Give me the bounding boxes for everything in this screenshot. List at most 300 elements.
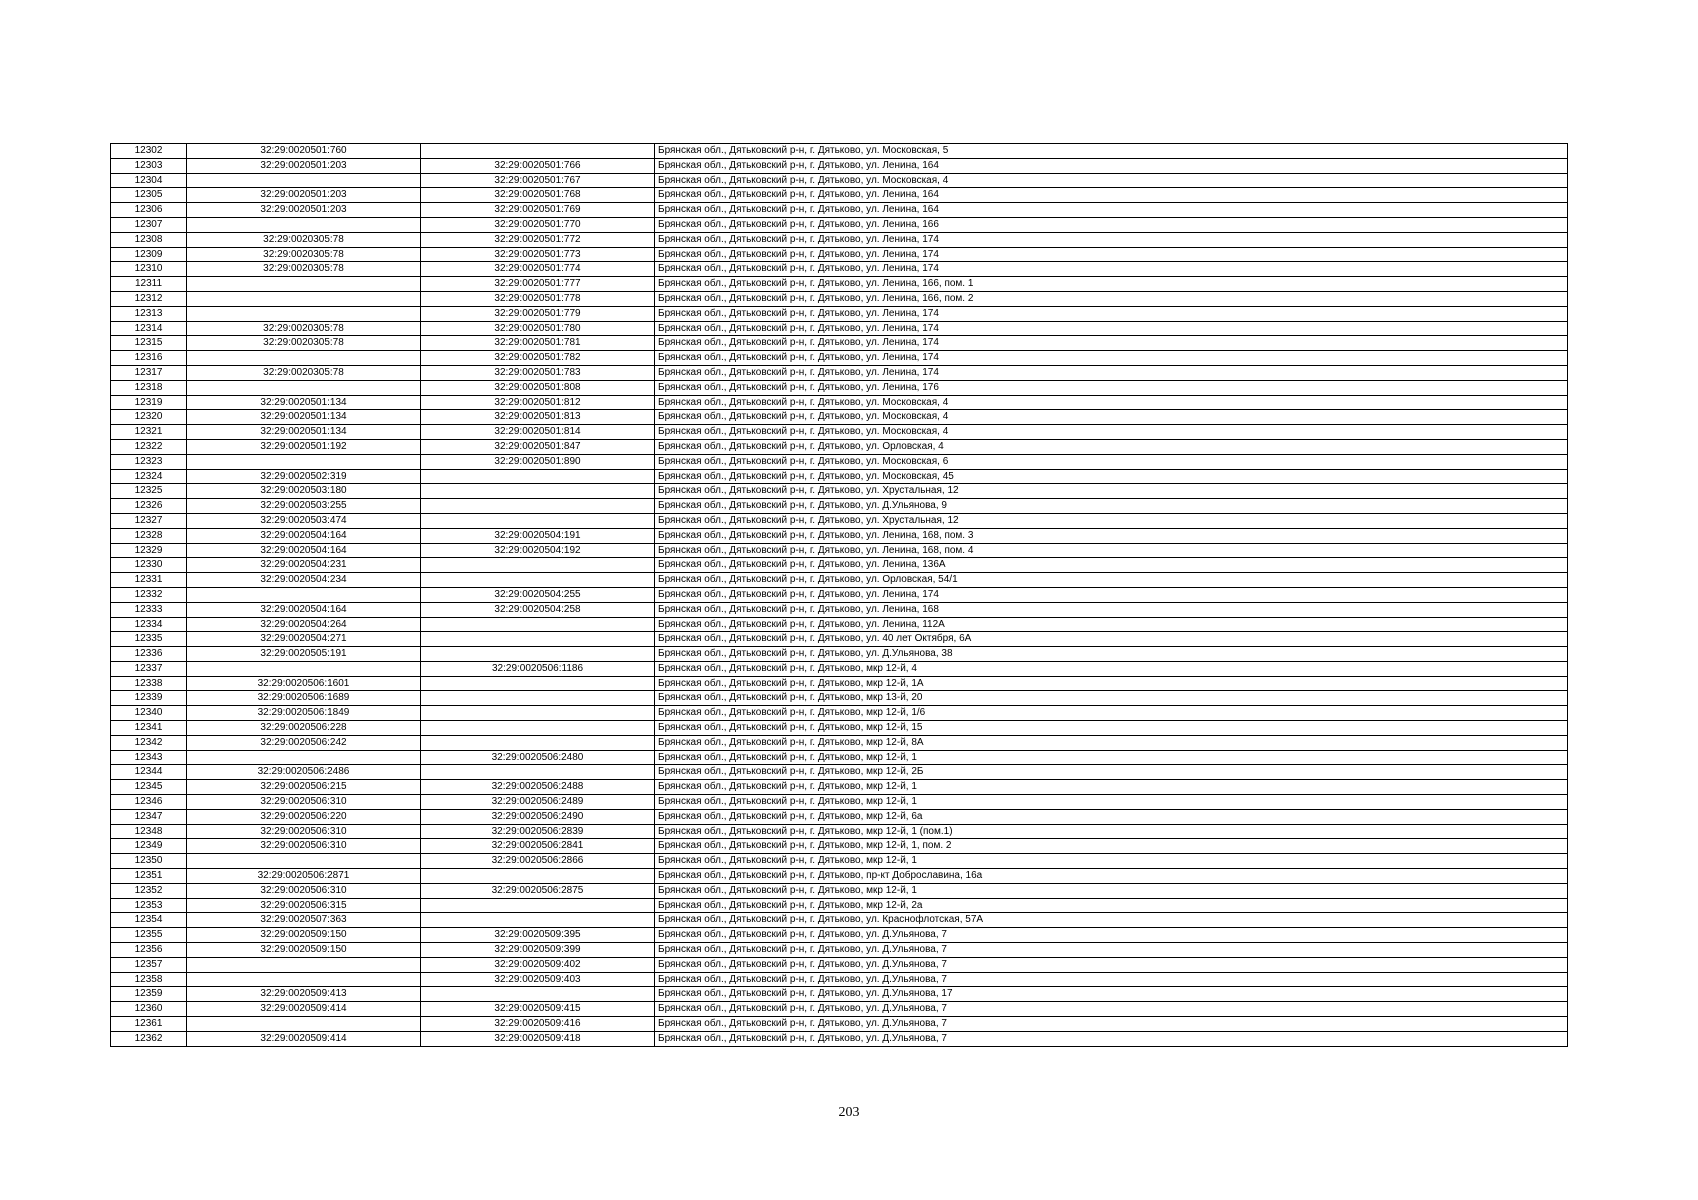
row-number-cell: 12334 — [111, 617, 187, 632]
address-cell: Брянская обл., Дятьковский р-н, г. Дятьково, ул. Ленина, 164 — [655, 158, 1568, 173]
table-row — [111, 957, 1568, 972]
address-cell: Брянская обл., Дятьковский р-н, г. Дятьково, ул. Хрустальная, 12 — [655, 513, 1568, 528]
row-number-cell: 12352 — [111, 883, 187, 898]
cadastral-number-cell: 32:29:0020501:847 — [421, 439, 655, 454]
table-row — [111, 232, 1568, 247]
table-row — [111, 188, 1568, 203]
address-cell: Брянская обл., Дятьковский р-н, г. Дятьково, ул. Орловская, 4 — [655, 439, 1568, 454]
row-number-cell: 12318 — [111, 380, 187, 395]
table-row — [111, 173, 1568, 188]
parent-cadastral-number-cell: 32:29:0020509:413 — [187, 987, 421, 1002]
row-number-cell: 12361 — [111, 1017, 187, 1032]
row-number-cell: 12355 — [111, 928, 187, 943]
address-cell: Брянская обл., Дятьковский р-н, г. Дятьково, ул. Ленина, 176 — [655, 380, 1568, 395]
table-row — [111, 661, 1568, 676]
cadastral-number-cell: 32:29:0020506:2839 — [421, 824, 655, 839]
cadastral-number-cell: 32:29:0020506:2866 — [421, 854, 655, 869]
address-cell: Брянская обл., Дятьковский р-н, г. Дятьково, ул. Хрустальная, 12 — [655, 484, 1568, 499]
table-row — [111, 913, 1568, 928]
cadastral-number-cell — [421, 676, 655, 691]
address-cell: Брянская обл., Дятьковский р-н, г. Дятьково, ул. Ленина, 174 — [655, 247, 1568, 262]
address-cell: Брянская обл., Дятьковский р-н, г. Дятьково, ул. Московская, 4 — [655, 425, 1568, 440]
row-number-cell: 12311 — [111, 277, 187, 292]
cadastral-number-cell: 32:29:0020504:258 — [421, 602, 655, 617]
parent-cadastral-number-cell: 32:29:0020504:164 — [187, 602, 421, 617]
row-number-cell: 12324 — [111, 469, 187, 484]
table-row — [111, 780, 1568, 795]
row-number-cell: 12354 — [111, 913, 187, 928]
parent-cadastral-number-cell: 32:29:0020305:78 — [187, 247, 421, 262]
parent-cadastral-number-cell: 32:29:0020305:78 — [187, 336, 421, 351]
cadastral-number-cell: 32:29:0020501:769 — [421, 203, 655, 218]
address-cell: Брянская обл., Дятьковский р-н, г. Дятьково, ул. Д.Ульянова, 38 — [655, 647, 1568, 662]
table-row — [111, 602, 1568, 617]
parent-cadastral-number-cell: 32:29:0020502:319 — [187, 469, 421, 484]
row-number-cell: 12310 — [111, 262, 187, 277]
parent-cadastral-number-cell: 32:29:0020504:234 — [187, 573, 421, 588]
page-number: 203 — [838, 1105, 860, 1120]
address-cell: Брянская обл., Дятьковский р-н, г. Дятьково, мкр 13-й, 20 — [655, 691, 1568, 706]
table-row — [111, 750, 1568, 765]
cadastral-number-cell: 32:29:0020501:890 — [421, 454, 655, 469]
cadastral-number-cell: 32:29:0020501:777 — [421, 277, 655, 292]
cadastral-number-cell — [421, 913, 655, 928]
cadastral-number-cell: 32:29:0020501:778 — [421, 291, 655, 306]
table-row — [111, 824, 1568, 839]
parent-cadastral-number-cell: 32:29:0020506:220 — [187, 809, 421, 824]
cadastral-number-cell: 32:29:0020501:767 — [421, 173, 655, 188]
address-cell: Брянская обл., Дятьковский р-н, г. Дятьково, мкр 12-й, 1 — [655, 795, 1568, 810]
table-row — [111, 395, 1568, 410]
cadastral-number-cell: 32:29:0020506:2480 — [421, 750, 655, 765]
address-cell: Брянская обл., Дятьковский р-н, г. Дятьково, ул. Д.Ульянова, 7 — [655, 972, 1568, 987]
table-row — [111, 306, 1568, 321]
address-cell: Брянская обл., Дятьковский р-н, г. Дятьково, ул. Ленина, 174 — [655, 351, 1568, 366]
address-cell: Брянская обл., Дятьковский р-н, г. Дятьково, ул. Ленина, 164 — [655, 203, 1568, 218]
cadastral-number-cell: 32:29:0020506:2841 — [421, 839, 655, 854]
address-cell: Брянская обл., Дятьковский р-н, г. Дятьково, пр-кт Доброславина, 16а — [655, 869, 1568, 884]
address-cell: Брянская обл., Дятьковский р-н, г. Дятьково, ул. Ленина, 166, пом. 1 — [655, 277, 1568, 292]
cadastral-number-cell: 32:29:0020509:418 — [421, 1031, 655, 1046]
row-number-cell: 12351 — [111, 869, 187, 884]
row-number-cell: 12331 — [111, 573, 187, 588]
row-number-cell: 12347 — [111, 809, 187, 824]
row-number-cell: 12302 — [111, 144, 187, 159]
cadastral-number-cell — [421, 735, 655, 750]
row-number-cell: 12309 — [111, 247, 187, 262]
parent-cadastral-number-cell: 32:29:0020305:78 — [187, 232, 421, 247]
parent-cadastral-number-cell: 32:29:0020506:310 — [187, 824, 421, 839]
table-row — [111, 543, 1568, 558]
table-row — [111, 454, 1568, 469]
row-number-cell: 12333 — [111, 602, 187, 617]
cadastral-number-cell: 32:29:0020509:415 — [421, 1002, 655, 1017]
row-number-cell: 12312 — [111, 291, 187, 306]
row-number-cell: 12335 — [111, 632, 187, 647]
address-cell: Брянская обл., Дятьковский р-н, г. Дятьково, ул. Ленина, 168, пом. 4 — [655, 543, 1568, 558]
table-row — [111, 676, 1568, 691]
row-number-cell: 12303 — [111, 158, 187, 173]
registry-table-body — [111, 144, 1568, 1047]
parent-cadastral-number-cell — [187, 173, 421, 188]
parent-cadastral-number-cell — [187, 854, 421, 869]
cadastral-number-cell: 32:29:0020506:2490 — [421, 809, 655, 824]
address-cell: Брянская обл., Дятьковский р-н, г. Дятьково, ул. Ленина, 166, пом. 2 — [655, 291, 1568, 306]
address-cell: Брянская обл., Дятьковский р-н, г. Дятьково, ул. Орловская, 54/1 — [655, 573, 1568, 588]
row-number-cell: 12342 — [111, 735, 187, 750]
row-number-cell: 12340 — [111, 706, 187, 721]
row-number-cell: 12314 — [111, 321, 187, 336]
cadastral-number-cell: 32:29:0020501:772 — [421, 232, 655, 247]
row-number-cell: 12357 — [111, 957, 187, 972]
address-cell: Брянская обл., Дятьковский р-н, г. Дятьково, ул. Ленина, 174 — [655, 587, 1568, 602]
parent-cadastral-number-cell — [187, 957, 421, 972]
table-row — [111, 943, 1568, 958]
cadastral-number-cell — [421, 721, 655, 736]
table-row — [111, 647, 1568, 662]
address-cell: Брянская обл., Дятьковский р-н, г. Дятьково, ул. Ленина, 174 — [655, 306, 1568, 321]
parent-cadastral-number-cell: 32:29:0020501:134 — [187, 395, 421, 410]
parent-cadastral-number-cell: 32:29:0020509:150 — [187, 928, 421, 943]
row-number-cell: 12348 — [111, 824, 187, 839]
cadastral-number-cell — [421, 898, 655, 913]
table-row — [111, 587, 1568, 602]
row-number-cell: 12349 — [111, 839, 187, 854]
address-cell: Брянская обл., Дятьковский р-н, г. Дятьково, мкр 12-й, 8А — [655, 735, 1568, 750]
table-row — [111, 721, 1568, 736]
address-cell: Брянская обл., Дятьковский р-н, г. Дятьково, мкр 12-й, 1 (пом.1) — [655, 824, 1568, 839]
table-row — [111, 247, 1568, 262]
parent-cadastral-number-cell: 32:29:0020506:215 — [187, 780, 421, 795]
table-row — [111, 262, 1568, 277]
cadastral-number-cell — [421, 484, 655, 499]
parent-cadastral-number-cell: 32:29:0020305:78 — [187, 365, 421, 380]
parent-cadastral-number-cell: 32:29:0020501:203 — [187, 158, 421, 173]
cadastral-number-cell — [421, 691, 655, 706]
parent-cadastral-number-cell — [187, 306, 421, 321]
parent-cadastral-number-cell: 32:29:0020305:78 — [187, 321, 421, 336]
parent-cadastral-number-cell: 32:29:0020509:414 — [187, 1002, 421, 1017]
parent-cadastral-number-cell: 32:29:0020504:264 — [187, 617, 421, 632]
parent-cadastral-number-cell — [187, 217, 421, 232]
cadastral-number-cell — [421, 499, 655, 514]
table-row — [111, 528, 1568, 543]
cadastral-number-cell: 32:29:0020509:402 — [421, 957, 655, 972]
cadastral-number-cell: 32:29:0020501:782 — [421, 351, 655, 366]
cadastral-number-cell: 32:29:0020501:814 — [421, 425, 655, 440]
parent-cadastral-number-cell: 32:29:0020504:164 — [187, 528, 421, 543]
cadastral-number-cell — [421, 987, 655, 1002]
address-cell: Брянская обл., Дятьковский р-н, г. Дятьково, мкр 12-й, 15 — [655, 721, 1568, 736]
address-cell: Брянская обл., Дятьковский р-н, г. Дятьково, ул. Д.Ульянова, 7 — [655, 1017, 1568, 1032]
table-row — [111, 469, 1568, 484]
parent-cadastral-number-cell — [187, 1017, 421, 1032]
parent-cadastral-number-cell: 32:29:0020501:134 — [187, 410, 421, 425]
address-cell: Брянская обл., Дятьковский р-н, г. Дятьково, ул. Ленина, 174 — [655, 262, 1568, 277]
row-number-cell: 12345 — [111, 780, 187, 795]
address-cell: Брянская обл., Дятьковский р-н, г. Дятьково, ул. Московская, 4 — [655, 173, 1568, 188]
cadastral-number-cell: 32:29:0020501:813 — [421, 410, 655, 425]
table-row — [111, 809, 1568, 824]
parent-cadastral-number-cell: 32:29:0020504:271 — [187, 632, 421, 647]
row-number-cell: 12315 — [111, 336, 187, 351]
address-cell: Брянская обл., Дятьковский р-н, г. Дятьково, ул. Ленина, 136А — [655, 558, 1568, 573]
parent-cadastral-number-cell: 32:29:0020305:78 — [187, 262, 421, 277]
table-row — [111, 765, 1568, 780]
address-cell: Брянская обл., Дятьковский р-н, г. Дятьково, ул. Д.Ульянова, 7 — [655, 957, 1568, 972]
table-row — [111, 380, 1568, 395]
address-cell: Брянская обл., Дятьковский р-н, г. Дятьково, мкр 12-й, 1/6 — [655, 706, 1568, 721]
parent-cadastral-number-cell: 32:29:0020501:760 — [187, 144, 421, 159]
cadastral-number-cell: 32:29:0020501:783 — [421, 365, 655, 380]
cadastral-number-cell: 32:29:0020506:2875 — [421, 883, 655, 898]
parent-cadastral-number-cell: 32:29:0020506:242 — [187, 735, 421, 750]
address-cell: Брянская обл., Дятьковский р-н, г. Дятьково, ул. Ленина, 112А — [655, 617, 1568, 632]
row-number-cell: 12317 — [111, 365, 187, 380]
row-number-cell: 12346 — [111, 795, 187, 810]
row-number-cell: 12326 — [111, 499, 187, 514]
address-cell: Брянская обл., Дятьковский р-н, г. Дятьково, ул. Московская, 4 — [655, 395, 1568, 410]
row-number-cell: 12330 — [111, 558, 187, 573]
row-number-cell: 12308 — [111, 232, 187, 247]
address-cell: Брянская обл., Дятьковский р-н, г. Дятьково, мкр 12-й, 1 — [655, 883, 1568, 898]
cadastral-number-cell — [421, 706, 655, 721]
cadastral-number-cell — [421, 869, 655, 884]
row-number-cell: 12337 — [111, 661, 187, 676]
parent-cadastral-number-cell: 32:29:0020507:363 — [187, 913, 421, 928]
parent-cadastral-number-cell — [187, 972, 421, 987]
address-cell: Брянская обл., Дятьковский р-н, г. Дятьково, мкр 12-й, 2а — [655, 898, 1568, 913]
row-number-cell: 12359 — [111, 987, 187, 1002]
cadastral-number-cell: 32:29:0020501:766 — [421, 158, 655, 173]
address-cell: Брянская обл., Дятьковский р-н, г. Дятьково, мкр 12-й, 2Б — [655, 765, 1568, 780]
property-registry-table — [110, 143, 1568, 1047]
table-row — [111, 573, 1568, 588]
row-number-cell: 12350 — [111, 854, 187, 869]
parent-cadastral-number-cell: 32:29:0020506:2486 — [187, 765, 421, 780]
cadastral-number-cell — [421, 573, 655, 588]
parent-cadastral-number-cell: 32:29:0020506:1689 — [187, 691, 421, 706]
cadastral-number-cell — [421, 144, 655, 159]
address-cell: Брянская обл., Дятьковский р-н, г. Дятьково, ул. Д.Ульянова, 7 — [655, 1002, 1568, 1017]
address-cell: Брянская обл., Дятьковский р-н, г. Дятьково, ул. Д.Ульянова, 7 — [655, 928, 1568, 943]
table-row — [111, 425, 1568, 440]
table-row — [111, 1017, 1568, 1032]
cadastral-number-cell: 32:29:0020501:770 — [421, 217, 655, 232]
address-cell: Брянская обл., Дятьковский р-н, г. Дятьково, мкр 12-й, 4 — [655, 661, 1568, 676]
cadastral-number-cell: 32:29:0020509:416 — [421, 1017, 655, 1032]
row-number-cell: 12339 — [111, 691, 187, 706]
table-row — [111, 158, 1568, 173]
table-row — [111, 558, 1568, 573]
cadastral-number-cell: 32:29:0020509:395 — [421, 928, 655, 943]
table-row — [111, 410, 1568, 425]
table-row — [111, 513, 1568, 528]
parent-cadastral-number-cell: 32:29:0020506:1601 — [187, 676, 421, 691]
table-row — [111, 365, 1568, 380]
parent-cadastral-number-cell — [187, 454, 421, 469]
cadastral-number-cell: 32:29:0020504:192 — [421, 543, 655, 558]
table-row — [111, 1031, 1568, 1046]
table-row — [111, 203, 1568, 218]
parent-cadastral-number-cell: 32:29:0020503:474 — [187, 513, 421, 528]
address-cell: Брянская обл., Дятьковский р-н, г. Дятьково, ул. Д.Ульянова, 9 — [655, 499, 1568, 514]
address-cell: Брянская обл., Дятьковский р-н, г. Дятьково, мкр 12-й, 1 — [655, 750, 1568, 765]
row-number-cell: 12327 — [111, 513, 187, 528]
cadastral-number-cell — [421, 647, 655, 662]
row-number-cell: 12353 — [111, 898, 187, 913]
address-cell: Брянская обл., Дятьковский р-н, г. Дятьково, ул. Д.Ульянова, 17 — [655, 987, 1568, 1002]
row-number-cell: 12338 — [111, 676, 187, 691]
address-cell: Брянская обл., Дятьковский р-н, г. Дятьково, ул. Д.Ульянова, 7 — [655, 943, 1568, 958]
parent-cadastral-number-cell: 32:29:0020503:255 — [187, 499, 421, 514]
parent-cadastral-number-cell: 32:29:0020506:315 — [187, 898, 421, 913]
parent-cadastral-number-cell: 32:29:0020501:203 — [187, 203, 421, 218]
table-row — [111, 499, 1568, 514]
address-cell: Брянская обл., Дятьковский р-н, г. Дятьково, ул. Ленина, 174 — [655, 321, 1568, 336]
cadastral-number-cell: 32:29:0020501:779 — [421, 306, 655, 321]
address-cell: Брянская обл., Дятьковский р-н, г. Дятьково, ул. Ленина, 168 — [655, 602, 1568, 617]
address-cell: Брянская обл., Дятьковский р-н, г. Дятьково, мкр 12-й, 6а — [655, 809, 1568, 824]
table-row — [111, 972, 1568, 987]
cadastral-number-cell: 32:29:0020501:781 — [421, 336, 655, 351]
address-cell: Брянская обл., Дятьковский р-н, г. Дятьково, ул. Московская, 4 — [655, 410, 1568, 425]
row-number-cell: 12336 — [111, 647, 187, 662]
address-cell: Брянская обл., Дятьковский р-н, г. Дятьково, мкр 12-й, 1 — [655, 854, 1568, 869]
row-number-cell: 12344 — [111, 765, 187, 780]
table-row — [111, 439, 1568, 454]
parent-cadastral-number-cell: 32:29:0020501:192 — [187, 439, 421, 454]
address-cell: Брянская обл., Дятьковский р-н, г. Дятьково, ул. Ленина, 174 — [655, 336, 1568, 351]
cadastral-number-cell: 32:29:0020501:780 — [421, 321, 655, 336]
row-number-cell: 12321 — [111, 425, 187, 440]
address-cell: Брянская обл., Дятьковский р-н, г. Дятьково, ул. Ленина, 164 — [655, 188, 1568, 203]
table-row — [111, 883, 1568, 898]
table-row — [111, 898, 1568, 913]
table-row — [111, 632, 1568, 647]
parent-cadastral-number-cell: 32:29:0020504:231 — [187, 558, 421, 573]
row-number-cell: 12304 — [111, 173, 187, 188]
cadastral-number-cell: 32:29:0020506:1186 — [421, 661, 655, 676]
table-row — [111, 321, 1568, 336]
table-row — [111, 484, 1568, 499]
parent-cadastral-number-cell: 32:29:0020506:2871 — [187, 869, 421, 884]
cadastral-number-cell — [421, 558, 655, 573]
parent-cadastral-number-cell — [187, 380, 421, 395]
cadastral-number-cell: 32:29:0020501:808 — [421, 380, 655, 395]
row-number-cell: 12323 — [111, 454, 187, 469]
table-row — [111, 691, 1568, 706]
row-number-cell: 12306 — [111, 203, 187, 218]
table-row — [111, 795, 1568, 810]
table-row — [111, 291, 1568, 306]
address-cell: Брянская обл., Дятьковский р-н, г. Дятьково, ул. Ленина, 174 — [655, 232, 1568, 247]
table-row — [111, 336, 1568, 351]
parent-cadastral-number-cell — [187, 291, 421, 306]
parent-cadastral-number-cell — [187, 661, 421, 676]
row-number-cell: 12341 — [111, 721, 187, 736]
row-number-cell: 12322 — [111, 439, 187, 454]
cadastral-number-cell — [421, 632, 655, 647]
cadastral-number-cell: 32:29:0020506:2488 — [421, 780, 655, 795]
address-cell: Брянская обл., Дятьковский р-н, г. Дятьково, мкр 12-й, 1 — [655, 780, 1568, 795]
parent-cadastral-number-cell: 32:29:0020505:191 — [187, 647, 421, 662]
table-row — [111, 854, 1568, 869]
table-row — [111, 928, 1568, 943]
parent-cadastral-number-cell — [187, 587, 421, 602]
parent-cadastral-number-cell: 32:29:0020504:164 — [187, 543, 421, 558]
parent-cadastral-number-cell: 32:29:0020506:1849 — [187, 706, 421, 721]
table-row — [111, 277, 1568, 292]
row-number-cell: 12358 — [111, 972, 187, 987]
parent-cadastral-number-cell: 32:29:0020509:150 — [187, 943, 421, 958]
address-cell: Брянская обл., Дятьковский р-н, г. Дятьково, ул. Московская, 6 — [655, 454, 1568, 469]
address-cell: Брянская обл., Дятьковский р-н, г. Дятьково, ул. Краснофлотская, 57А — [655, 913, 1568, 928]
table-row — [111, 706, 1568, 721]
row-number-cell: 12343 — [111, 750, 187, 765]
cadastral-number-cell — [421, 513, 655, 528]
row-number-cell: 12332 — [111, 587, 187, 602]
table-row — [111, 217, 1568, 232]
address-cell: Брянская обл., Дятьковский р-н, г. Дятьково, ул. 40 лет Октября, 6А — [655, 632, 1568, 647]
cadastral-number-cell: 32:29:0020509:403 — [421, 972, 655, 987]
cadastral-number-cell: 32:29:0020501:774 — [421, 262, 655, 277]
address-cell: Брянская обл., Дятьковский р-н, г. Дятьково, ул. Ленина, 168, пом. 3 — [655, 528, 1568, 543]
table-row — [111, 351, 1568, 366]
address-cell: Брянская обл., Дятьковский р-н, г. Дятьково, мкр 12-й, 1, пом. 2 — [655, 839, 1568, 854]
cadastral-number-cell: 32:29:0020504:191 — [421, 528, 655, 543]
parent-cadastral-number-cell: 32:29:0020506:310 — [187, 883, 421, 898]
cadastral-number-cell: 32:29:0020509:399 — [421, 943, 655, 958]
table-row — [111, 617, 1568, 632]
row-number-cell: 12305 — [111, 188, 187, 203]
address-cell: Брянская обл., Дятьковский р-н, г. Дятьково, ул. Ленина, 174 — [655, 365, 1568, 380]
address-cell: Брянская обл., Дятьковский р-н, г. Дятьково, ул. Д.Ульянова, 7 — [655, 1031, 1568, 1046]
address-cell: Брянская обл., Дятьковский р-н, г. Дятьково, ул. Ленина, 166 — [655, 217, 1568, 232]
table-row — [111, 735, 1568, 750]
cadastral-number-cell: 32:29:0020506:2489 — [421, 795, 655, 810]
parent-cadastral-number-cell: 32:29:0020506:228 — [187, 721, 421, 736]
cadastral-number-cell: 32:29:0020504:255 — [421, 587, 655, 602]
row-number-cell: 12329 — [111, 543, 187, 558]
table-row — [111, 144, 1568, 159]
cadastral-number-cell: 32:29:0020501:812 — [421, 395, 655, 410]
row-number-cell: 12360 — [111, 1002, 187, 1017]
cadastral-number-cell — [421, 765, 655, 780]
cadastral-number-cell — [421, 469, 655, 484]
parent-cadastral-number-cell: 32:29:0020503:180 — [187, 484, 421, 499]
row-number-cell: 12307 — [111, 217, 187, 232]
row-number-cell: 12316 — [111, 351, 187, 366]
parent-cadastral-number-cell: 32:29:0020509:414 — [187, 1031, 421, 1046]
address-cell: Брянская обл., Дятьковский р-н, г. Дятьково, мкр 12-й, 1А — [655, 676, 1568, 691]
parent-cadastral-number-cell — [187, 277, 421, 292]
parent-cadastral-number-cell — [187, 750, 421, 765]
parent-cadastral-number-cell: 32:29:0020501:203 — [187, 188, 421, 203]
row-number-cell: 12356 — [111, 943, 187, 958]
row-number-cell: 12362 — [111, 1031, 187, 1046]
row-number-cell: 12320 — [111, 410, 187, 425]
row-number-cell: 12325 — [111, 484, 187, 499]
table-row — [111, 1002, 1568, 1017]
table-row — [111, 839, 1568, 854]
row-number-cell: 12313 — [111, 306, 187, 321]
table-row — [111, 869, 1568, 884]
row-number-cell: 12328 — [111, 528, 187, 543]
address-cell: Брянская обл., Дятьковский р-н, г. Дятьково, ул. Московская, 45 — [655, 469, 1568, 484]
parent-cadastral-number-cell: 32:29:0020506:310 — [187, 795, 421, 810]
parent-cadastral-number-cell — [187, 351, 421, 366]
